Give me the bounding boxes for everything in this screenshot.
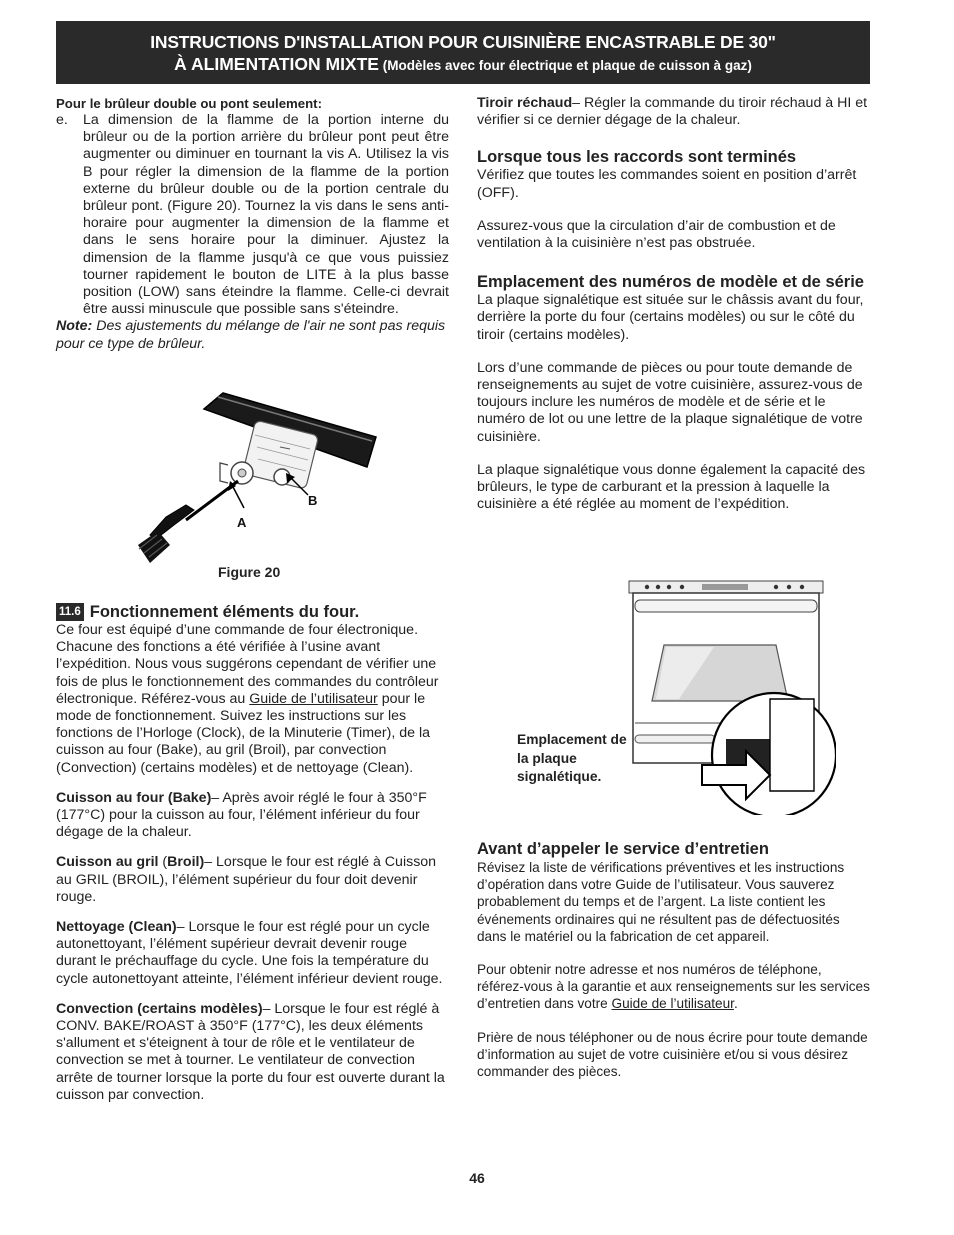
section-intro <box>56 622 449 777</box>
title-line-1: INSTRUCTIONS D'INSTALLATION POUR CUISINIÈRE ENCASTRABLE DE 30" <box>150 32 776 52</box>
page-number: 46 <box>469 1170 485 1186</box>
title-line-2 <box>56 53 870 77</box>
burner-step-e <box>56 112 449 318</box>
nameplate-location-caption: Emplacement de la plaque signalétique. <box>517 732 627 785</box>
figure-20-caption: Figure 20 <box>218 564 281 580</box>
convection-paragraph <box>56 1001 449 1104</box>
broil-label-b: ( <box>158 854 168 871</box>
broil-text: – Lorsque le four est réglé à Cuisson au GRIL (BROIL), l’élément supérieur du four doit devenir rouge. <box>56 854 437 905</box>
title-line-2-sub: (Modèles avec four électrique et plaque de cuisson à gaz) <box>378 58 752 73</box>
service-paragraph-2 <box>477 961 870 1013</box>
note-label: Note: <box>56 318 93 335</box>
serial-paragraph-1: La plaque signalétique est située sur le châssis avant du four, derrière la porte du four (certains modèles) ou sur le côté du tiroir (certains modèles). <box>477 292 864 343</box>
service-paragraph-3: Prière de nous téléphoner ou de nous écrire pour toute demande d’information au sujet de votre cuisinière et/ou si vous désirez commander des pièces. <box>477 1029 868 1080</box>
user-guide-reference: Guide de l’utilisateur <box>249 690 378 707</box>
serial-paragraph-2: Lors d’une commande de pièces ou pour toute demande de renseignements au sujet de votre cuisinière, assurez-vous de toujours inclure les numéros de modèle et de série et le numéro de lot ou une lettre de la plaque signalétique de votre cuisinière. <box>477 359 863 445</box>
left-column <box>56 95 449 353</box>
bake-paragraph <box>56 790 449 842</box>
section-number-badge: 11.6 <box>56 603 84 621</box>
warming-drawer-paragraph <box>477 95 870 129</box>
figure-20-burner-illustration <box>120 385 390 565</box>
section-heading <box>56 602 449 622</box>
service-section <box>477 839 870 1080</box>
service-paragraph-1: Révisez la liste de vérifications préventives et les instructions d’opération dans votre Guide de l’utilisateur. Vous sauverez probablement du temps et de l’argent. La liste contient les événements ordinaires qui ne résultent pas de défectuosités dans le matériel ou la fabrication de cet appareil. <box>477 860 845 944</box>
bake-text: – Après avoir réglé le four à 350°F (177°C) pour la cuisson au four, l’élément inférieur du four dégage de la chaleur. <box>56 789 427 841</box>
intro-text-1: Ce four est équipé d’une commande de four électronique. Chacune des fonctions a été vérifiée à l’usine avant l’expédition. Nous vous suggérons cependant de vérifier une fois de plus le fonctionnement des commandes du contrôleur électronique. Référez-vous au <box>56 622 439 707</box>
burner-heading: Pour le brûleur double ou pont seulement: <box>56 96 322 111</box>
warming-drawer-label: Tiroir réchaud <box>477 95 573 111</box>
clean-text: – Lorsque le four est réglé pour un cycle autonettoyant, l’élément supérieur devrait devenir rouge durant le préchauffage du cycle. Une fois la température du cycle autonettoyant atteinte, l’élément inférieur devient rouge. <box>56 919 443 987</box>
service-user-guide-reference: Guide de l’utilisateur <box>611 996 734 1012</box>
title-banner <box>56 21 870 84</box>
convection-text: – Lorsque le four est réglé à CONV. BAKE/ROAST à 350°F (177°C), les deux éléments s'allument et s'éteignent à tour de rôle et le ventilateur de convection se met à tourner. Le ventilateur de convection arrête de tourner lorsque la porte du four est ouverte durant la cuisson par convection. <box>56 1000 445 1103</box>
burner-note <box>56 318 449 352</box>
clean-label: Nettoyage (Clean) <box>56 919 177 936</box>
bake-label: Cuisson au four (Bake) <box>56 789 212 806</box>
broil-label-c: Broil) <box>167 854 205 871</box>
serial-paragraph-3: La plaque signalétique vous donne également la capacité des brûleurs, le type de carburant et la pression à laquelle la cuisinière a été réglée au moment de l’expédition. <box>477 461 866 513</box>
right-column <box>477 95 870 513</box>
service-heading: Avant d’appeler le service d’entretien <box>477 840 769 858</box>
figure-label-b: B <box>308 493 318 508</box>
intro-text-2: pour le mode de fonctionnement. Suivez les instructions sur les fonctions de l’Horloge (Clock), de la Minuterie (Timer), de la cuisson au four (Bake), au gril (Broil), par convection (Convection) (certains modèles) et de nettoyage (Clean). <box>56 690 431 776</box>
warming-drawer-text: – Régler la commande du tiroir réchaud à HI et vérifier si ce dernier dégage de la chaleur. <box>477 95 868 129</box>
connections-heading: Lorsque tous les raccords sont terminés <box>477 148 797 167</box>
serial-heading: Emplacement des numéros de modèle et de série <box>477 273 864 292</box>
section-title: Fonctionnement éléments du four. <box>89 603 360 621</box>
connections-paragraph-2: Assurez-vous que la circulation d’air de combustion et de ventilation à la cuisinière n’est pas obstruée. <box>477 217 836 252</box>
figure-label-a: A <box>237 515 247 530</box>
step-label: e. <box>56 112 68 128</box>
step-text: La dimension de la flamme de la portion interne du brûleur ou de la portion arrière du brûleur pont peut être augmenter ou diminuer en tournant la vis A. Utilisez la vis B pour régler la dimension de la flamme de la portion externe du brûleur double ou de la portion centrale du brûleur pont. (Figure 20). Tournez la vis dans le sens anti-horaire pour augmenter la dimension de la flamme et dans le sens horaire pour la diminuer. Ajustez la dimension de la flamme jusqu'à ce que vous puissiez tourner rapidement le bouton de LITE à la plus basse position (LOW) sans éteindre la flamme. Celle-ci devrait être aussi minuscule que possible sans s'éteindre. <box>83 112 449 318</box>
broil-paragraph <box>56 854 449 906</box>
service-text-2b: . <box>733 996 738 1012</box>
broil-label-a: Cuisson au gril <box>56 854 159 871</box>
convection-label: Convection (certains modèles) <box>56 1000 263 1017</box>
section-11-6 <box>56 602 449 1104</box>
connections-paragraph-1: Vérifiez que toutes les commandes soient en position d’arrêt (OFF). <box>477 167 857 201</box>
title-line-2-main: À ALIMENTATION MIXTE <box>174 54 379 74</box>
service-text-2a: Pour obtenir notre adresse et nos numéros de téléphone, référez-vous à la garantie et aux renseignements sur les services d’entretien dans votre <box>477 962 870 1012</box>
note-text: Des ajustements du mélange de l'air ne sont pas requis pour ce type de brûleur. <box>56 318 446 352</box>
clean-paragraph <box>56 919 449 988</box>
